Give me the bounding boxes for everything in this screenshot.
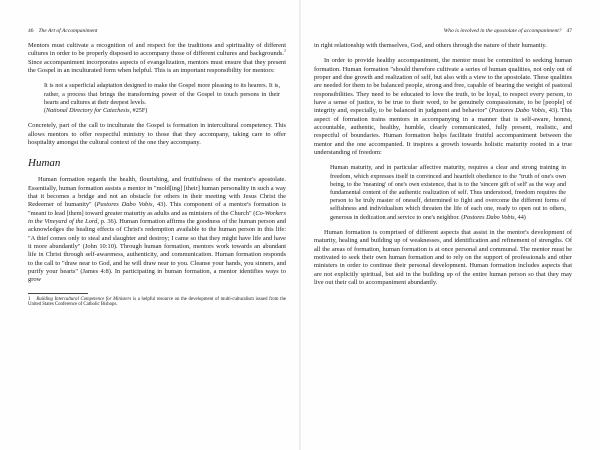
quote-citation bbox=[44, 108, 147, 114]
paragraph-intercultural bbox=[28, 42, 286, 75]
footnote-number: 1 bbox=[28, 296, 31, 302]
footnote-text: is a helpful resource on the development of multi-culturalism issued from the United States Conference of Catholic Bishops. bbox=[28, 296, 286, 308]
paragraph-human-formation bbox=[28, 176, 286, 284]
footnote-title: Building Intercultural Competence for Ministers bbox=[36, 296, 132, 302]
paragraph-aspects: Human formation is comprised of different aspects that assist in the mentor's development of maturity, healing and building up of weaknesses, and identification and refinement of strengths. Of all the areas of formation, human formation is at once personal and communal. The mentor must be motivated to seek their own human formation and to rely on the support of professionals and other ministers in order to continue their personal development. Human formation includes aspects that are not explicitly spiritual, but aid in the building up of the entire human person so that they may live out their call to accompaniment abundantly. bbox=[314, 228, 572, 286]
quote-citation bbox=[460, 215, 526, 221]
right-page bbox=[300, 0, 600, 450]
citation-open: ( bbox=[459, 214, 464, 221]
citation-rest: , #25F) bbox=[129, 107, 148, 114]
page-number-left: 46 bbox=[28, 28, 34, 34]
section-heading-human: Human bbox=[28, 157, 61, 170]
citation-title: Pastores Dabo Vobis bbox=[463, 214, 515, 221]
running-head-title-left: The Art of Accompaniment bbox=[38, 28, 98, 34]
right-running-head bbox=[314, 28, 572, 35]
paragraph-text: Mentors must cultivate a recognition of and respect for the traditions and spirituality of different cultures in order to be properly disposed to accompany those of different cultures and backgrounds. bbox=[28, 42, 286, 58]
block-quote-maturity bbox=[330, 164, 566, 221]
citation-open: ( bbox=[44, 107, 47, 114]
paragraph-text: , p. 36). Human formation affirms the goodness of the human person and acknowledges the healing effects of Christ's redemption available to the human person in this life: "A thief comes only to steal and slaughter and destroy; I came so that they might have life and have it more abundantly" (John 10:10). Through human formation, mentors work towards an abundant life in Christ through self-awareness, authenticity, and communication. Human formation responds to the call to "draw near to God, and he will draw near to you. Cleanse your hands, you sinners, and purify your hearts" (James 4:8). In participating in human formation, a mentor identifies ways to grow bbox=[28, 217, 286, 284]
paragraph-text: Since accompaniment incorporates aspects of evangelization, mentors must ensure that they present the Gospel in an inculturated form when helpful. This is an important responsibility for mentors: bbox=[28, 58, 286, 75]
paragraph-text: Human formation regards the health, flourishing, and fruitfulness of the mentor's apostolate. Essentially, human formation assists a mentor in "mold[ing] [their] human personality in such a way that it becomes a bridge and not an obstacle for others in their meeting with Jesus Christ the Redeemer of humanity" ( bbox=[28, 176, 286, 209]
citation-title: Co-Workers in the Vineyard of the Lord bbox=[28, 209, 286, 225]
paragraph-text: In order to provide healthy accompaniment, the mentor must be committed to seeking human formation. Human formation "should therefore cultivate a series of human qualities, not only out of proper and due growth and realization of self, but also with a view to the apostolate. These qualities are needed for them to be balanced people, strong and free, capable of bearing the weight of pastoral responsibilities. They need to be educated to love the truth, to be loyal, to respect every person, to have a sense of justice, to be true to their word, to be genuinely compassionate, to be [people] of integrity and, especially, to be balanced in judgment and behavior" ( bbox=[314, 57, 572, 115]
running-head-title-right: Who is involved in the apostolate of accompaniment? bbox=[443, 28, 562, 34]
paragraph-continued: in right relationship with themselves, God, and others through the nature of their humanity. bbox=[314, 42, 547, 49]
paragraph-text: , 43). This aspect of formation trains mentors in accompanying in a manner that is self-aware, honest, accountable, authentic, healthy, humble, clearly communicated, fully present, realistic, and respectful of boundaries. Human formation helps facilitate fruitful accompaniment between the mentor and the one accompanied. It inspires a growth towards holistic maturity rooted in a true understanding of freedom: bbox=[314, 107, 572, 157]
quote-text: Human maturity, and in particular affective maturity, requires a clear and strong training in freedom, which expresses itself in convinced and heartfelt obedience to the "truth of one's own being, to the 'meaning' of one's own existence, that is to the 'sincere gift of self' as the way and fundamental content of the authentic realization of self. Thus understood, freedom requires the person to be truly master of oneself, determined to fight and overcome the different forms of selfishness and individualism which threaten the life of each one, ready to open out to others, generous in dedication and service to one's neighbor. bbox=[330, 165, 566, 221]
paragraph-concretely: Concretely, part of the call to inculturate the Gospel is formation in intercultural competency. This allows mentors to offer respectful ministry to those that they accompany, taking care to offer hospitality amongst the cultural context of the one they accompany. bbox=[28, 122, 286, 146]
citation-title: Pastores Dabo Vobis bbox=[96, 201, 153, 209]
footnote-marker: 1 bbox=[284, 48, 286, 54]
block-quote-directory bbox=[44, 82, 280, 115]
citation-title: Pastores Dabo Vobis bbox=[491, 107, 546, 115]
quote-text: It is not a superficial adaptation designed to make the Gospel more pleasing to its hearers. It is, rather, a process that brings the transforming power of the Gospel to touch persons in their hearts and cultures at their deepest levels. bbox=[44, 83, 280, 106]
paragraph-text: , 43). This component of a mentor's formation is "meant to lead [them] toward greater maturity as adults and as ministers of the Church" ( bbox=[28, 201, 286, 217]
page-number-right: 47 bbox=[566, 28, 572, 34]
citation-title: National Directory for Catechesis bbox=[46, 107, 130, 114]
footnote-rule bbox=[28, 293, 88, 294]
left-running-head bbox=[28, 28, 286, 35]
paragraph-healthy-accompaniment bbox=[314, 57, 572, 157]
footnote bbox=[28, 297, 286, 308]
citation-rest: , 44) bbox=[514, 214, 526, 221]
